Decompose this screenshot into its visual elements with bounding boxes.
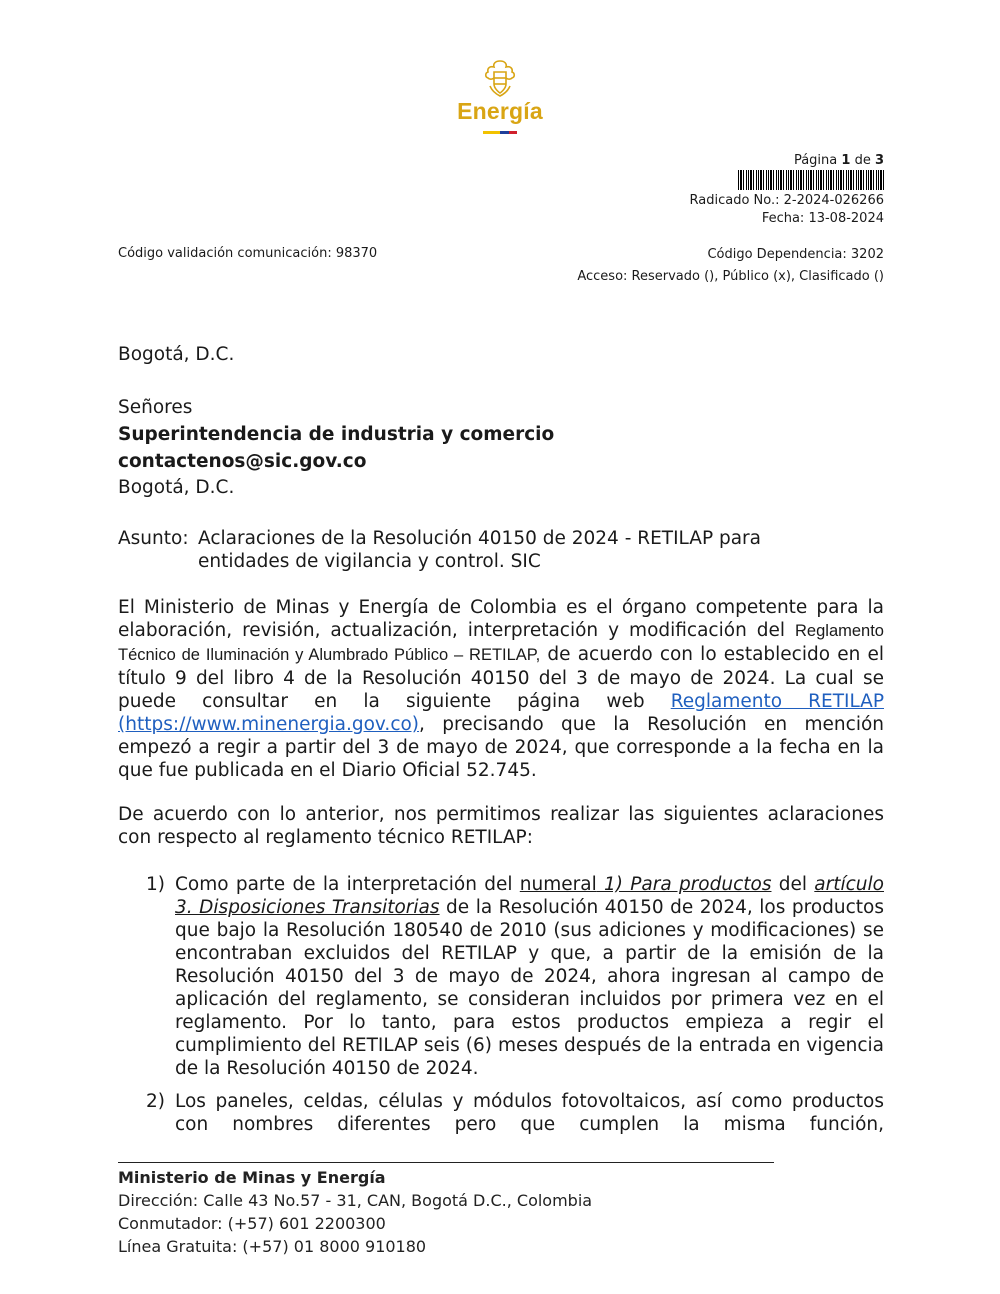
subject-line-1: Aclaraciones de la Resolución 40150 de 2024 - RETILAP para — [198, 528, 762, 549]
list-item-1: Como parte de la interpretación del numeral 1) Para productos del artículo 3. Disposiciones Transitorias de la Resolución 40150 de 2024, los productos que bajo la Resolución 180540 de 2010 (sus adiciones y modificaciones) se encontraban excluidos del RETILAP y que, a partir de la emisión de la Resolución 40150 del 3 de mayo de 2024, ahora ingresan al campo de aplicación del reglamento, se consideran incluidos por primera vez en el reglamento. Por lo tanto, para estos productos empieza a regir el cumplimiento del RETILAP seis (6) meses después de la entrada en vigencia de la Resolución 40150 de 2024. — [175, 874, 884, 1079]
document-date: Fecha: 13-08-2024 — [761, 211, 884, 226]
paragraph-intro: El Ministerio de Minas y Energía de Colombia es el órgano competente para la elaboración, revisión, actualización, interpretación y modificación del Reglamento Técnico de Iluminación y Alumbrado Público – RETILAP, de acuerdo con lo establecido en el título 9 del libro 4 de la Resolución 40150 del 3 de mayo de 2024. La cual se puede consultar en la siguiente página web Reglamento RETILAP (https://www.minenergia.gov.co), precisando que la Resolución en mención empezó a regir a partir del 3 de mayo de 2024, que corresponde a la fecha en la que fue publicada en el Diario Oficial 52.745. — [118, 597, 884, 781]
recipient-email: contactenos@sic.gov.co — [118, 451, 367, 472]
flag-stripe — [483, 131, 517, 134]
access-level: Acceso: Reservado (), Público (x), Clasificado () — [577, 269, 884, 284]
barcode — [738, 170, 884, 190]
recipient-city: Bogotá, D.C. — [118, 477, 235, 498]
list-item-2: Los paneles, celdas, células y módulos fotovoltaicos, así como productos con nombres diferentes pero que cumplen la misma función, — [175, 1091, 884, 1135]
list-item-number: 2) — [146, 1091, 165, 1112]
footer — [118, 1166, 592, 1258]
validation-code: Código validación comunicación: 98370 — [118, 246, 378, 261]
ministry-logo — [440, 58, 560, 134]
recipient-name: Superintendencia de industria y comercio — [118, 424, 555, 445]
salutation: Señores — [118, 397, 193, 418]
subject-label: Asunto: — [118, 528, 189, 549]
footer-divider — [118, 1162, 774, 1163]
retilap-link[interactable]: Reglamento RETILAP (https://www.minenergia.gov.co) — [118, 691, 884, 735]
radicado-number: Radicado No.: 2-2024-026266 — [689, 193, 884, 208]
list-item-number: 1) — [146, 874, 165, 895]
footer-org: Ministerio de Minas y Energía — [118, 1168, 386, 1187]
subject-line-2: entidades de vigilancia y control. SIC — [198, 551, 541, 572]
paragraph-clarifications: De acuerdo con lo anterior, nos permitimos realizar las siguientes aclaraciones con respecto al reglamento técnico RETILAP: — [118, 804, 884, 848]
coat-of-arms-icon — [482, 58, 518, 98]
dependency-code: Código Dependencia: 3202 — [707, 247, 884, 262]
footer-address: Dirección: Calle 43 No.57 - 31, CAN, Bogotá D.C., Colombia — [118, 1191, 593, 1210]
footer-phone: Conmutador: (+57) 601 2200300 — [118, 1214, 386, 1233]
place-date: Bogotá, D.C. — [118, 344, 235, 365]
page-number: Página 1 de 3 — [793, 153, 884, 168]
footer-toll-free: Línea Gratuita: (+57) 01 8000 910180 — [118, 1237, 427, 1256]
logo-text: Energía — [457, 98, 543, 124]
